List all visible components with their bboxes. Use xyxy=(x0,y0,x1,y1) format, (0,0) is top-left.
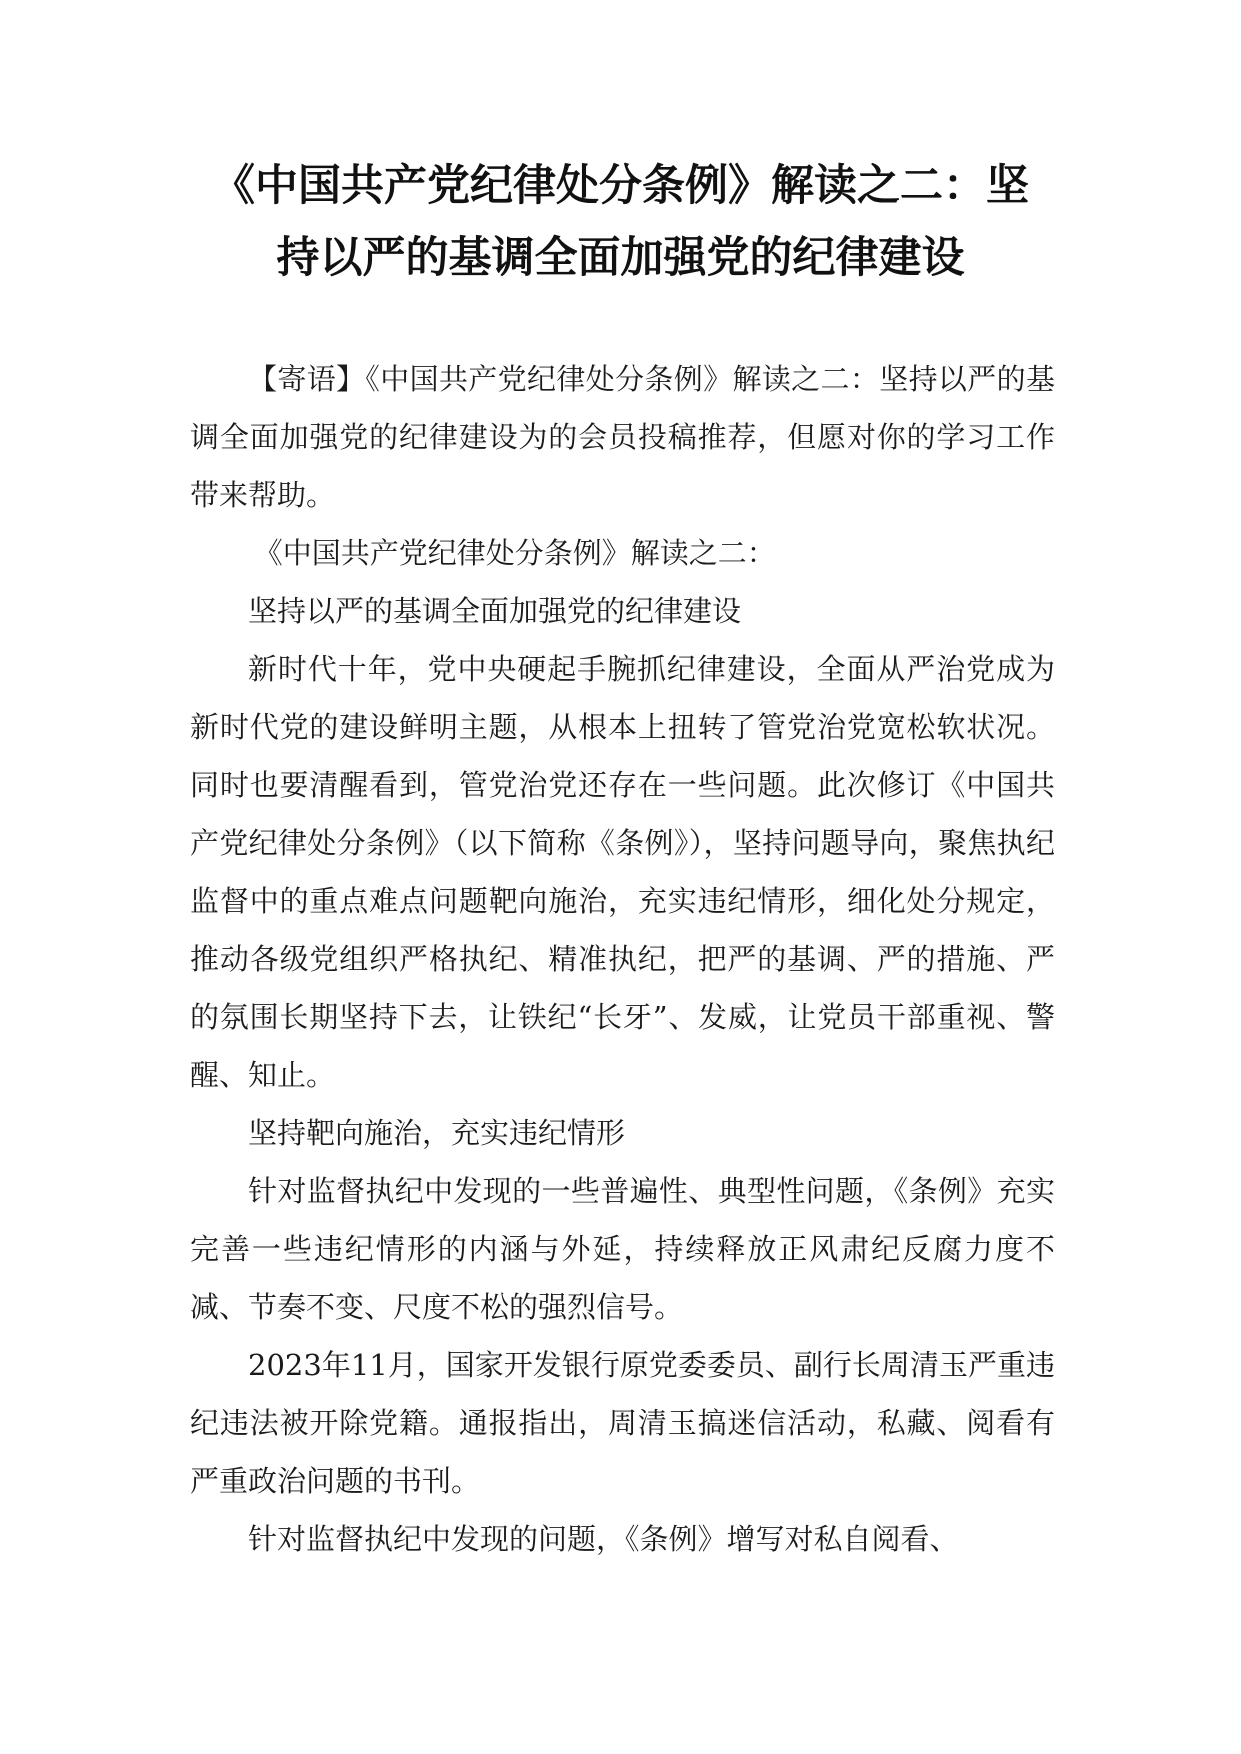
subtitle-line-1: 《中国共产党纪律处分条例》解读之二： xyxy=(253,536,776,570)
body-paragraph: 针对监督执纪中发现的一些普遍性、典型性问题，《条例》充实完善一些违纪情形的内涵与外延，持续释放正风肃纪反腐力度不减、节奏不变、尺度不松的强烈信号。 xyxy=(190,1174,1055,1324)
intro-paragraph: 【寄语】《中国共产党纪律处分条例》解读之二：坚持以严的基调全面加强党的纪律建设为的会员投稿推荐，但愿对你的学习工作带来帮助。 xyxy=(190,362,1055,512)
section-heading: 坚持靶向施治，充实违纪情形 xyxy=(248,1116,626,1150)
body-paragraph: 2023年11月，国家开发银行原党委委员、副行长周清玉严重违纪违法被开除党籍。通报指出，周清玉搞迷信活动，私藏、阅看有严重政治问题的书刊。 xyxy=(190,1348,1055,1498)
document-body xyxy=(190,350,1055,1568)
body-paragraph: 新时代十年，党中央硬起手腕抓纪律建设，全面从严治党成为新时代党的建设鲜明主题，从根本上扭转了管党治党宽松软状况。同时也要清醒看到，管党治党还存在一些问题。此次修订《中国共产党纪律处分条例》（以下简称《条例》），坚持问题导向，聚焦执纪监督中的重点难点问题靶向施治，充实违纪情形，细化处分规定，推动各级党组织严格执纪、精准执纪，把严的基调、严的措施、严的氛围长期坚持下去，让铁纪“长牙”、发威，让党员干部重视、警醒、知止。 xyxy=(190,652,1055,1092)
title-line-1: 《中国共产党纪律处分条例》解读之二：坚 xyxy=(212,161,1029,211)
subtitle-line-2: 坚持以严的基调全面加强党的纪律建设 xyxy=(248,594,742,628)
document-title xyxy=(150,150,1091,294)
title-line-2: 持以严的基调全面加强党的纪律建设 xyxy=(276,233,965,283)
body-paragraph: 针对监督执纪中发现的问题，《条例》增写对私自阅看、 xyxy=(248,1522,959,1556)
